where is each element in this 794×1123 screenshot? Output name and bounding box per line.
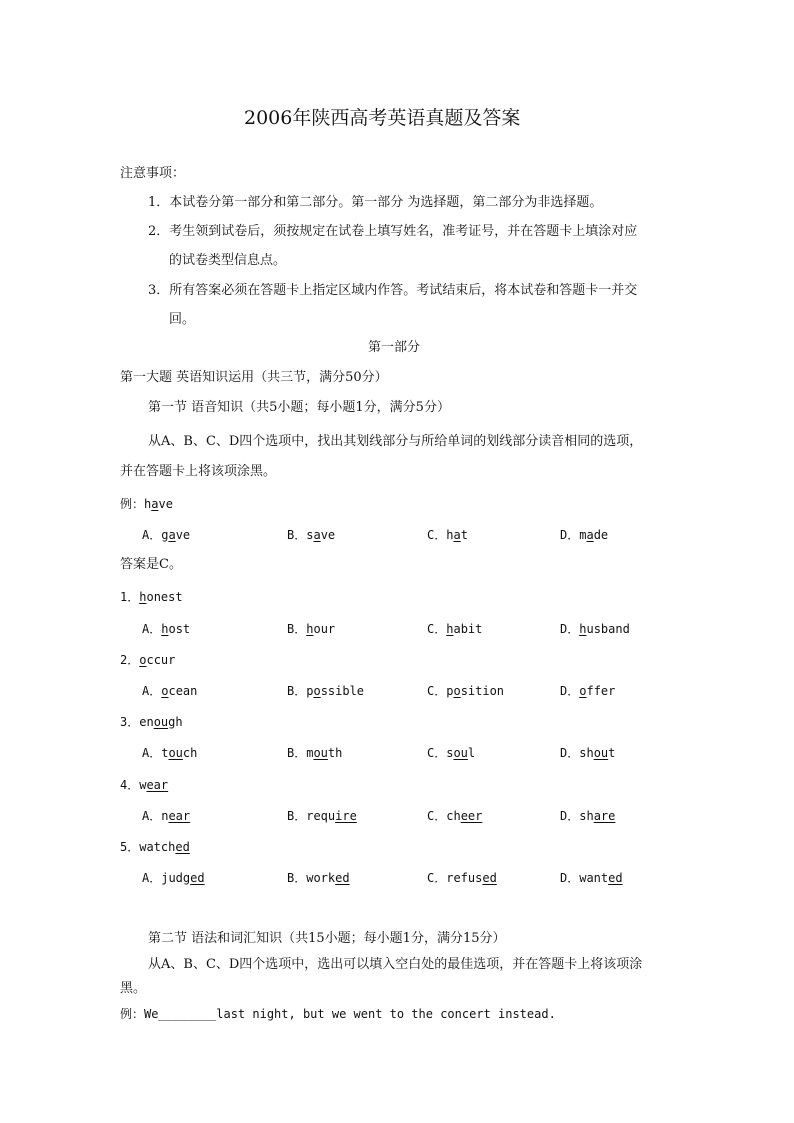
question-option: B．mouth: [287, 746, 343, 760]
question-option: B．worked: [287, 871, 350, 885]
question-option: B．hour: [287, 622, 336, 636]
instruction: 从A、B、C、D四个选项中，找出其划线部分与所给单词的划线部分读音相同的选项，: [148, 434, 643, 449]
subsection-title: 第二节 语法和词汇知识（共15小题；每小题1分，满分15分）: [148, 931, 506, 946]
question-word: 3．enough: [120, 715, 183, 729]
question-option: D．wanted: [560, 871, 623, 885]
question-option: D．offer: [560, 684, 616, 698]
example-sentence: 例：We________last night, but we went to the concert instead.: [120, 1007, 556, 1021]
example-option: B．save: [287, 528, 336, 542]
question-option: A．judged: [142, 871, 205, 885]
question-option: C．cheer: [427, 809, 483, 823]
example-word: 例：have: [120, 497, 173, 511]
example-answer: 答案是C。: [120, 557, 182, 572]
part-heading: 第一部分: [368, 340, 421, 355]
note-item: 1．本试卷分第一部分和第二部分。第一部分 为选择题，第二部分为非选择题。: [148, 195, 603, 210]
notes-heading: 注意事项：: [120, 166, 186, 181]
question-option: B．require: [287, 809, 357, 823]
question-word: 2．occur: [120, 653, 176, 667]
note-item: 3．所有答案必须在答题卡上指定区域内作答。考试结束后，将本试卷和答题卡一并交: [148, 283, 638, 298]
question-option: A．near: [142, 809, 191, 823]
instruction: 从A、B、C、D四个选项中，选出可以填入空白处的最佳选项，并在答题卡上将该项涂: [148, 957, 643, 972]
question-option: A．touch: [142, 746, 198, 760]
question-option: C．refused: [427, 871, 497, 885]
subsection-title: 第一节 语音知识（共5小题；每小题1分，满分5分）: [148, 400, 450, 415]
question-option: C．habit: [427, 622, 483, 636]
example-option: D．made: [560, 528, 609, 542]
note-item: 回。: [169, 312, 196, 327]
section-title: 第一大题 英语知识运用（共三节，满分50分）: [120, 370, 388, 385]
note-item: 2．考生领到试卷后，须按规定在试卷上填写姓名，准考证号，并在答题卡上填涂对应: [148, 224, 638, 239]
example-option: A．gave: [142, 528, 191, 542]
question-word: 1．honest: [120, 590, 183, 604]
question-option: D．share: [560, 809, 616, 823]
instruction: 并在答题卡上将该项涂黑。: [120, 464, 277, 479]
question-word: 4．wear: [120, 778, 169, 792]
note-item: 的试卷类型信息点。: [169, 253, 287, 268]
example-option: C．hat: [427, 528, 468, 542]
question-option: D．husband: [560, 622, 630, 636]
title: 2006年陕西高考英语真题及答案: [244, 107, 521, 129]
question-option: C．soul: [427, 746, 476, 760]
question-option: A．ocean: [142, 684, 198, 698]
question-option: D．shout: [560, 746, 616, 760]
question-option: A．host: [142, 622, 191, 636]
question-option: C．position: [427, 684, 505, 698]
instruction: 黑。: [120, 981, 147, 996]
question-option: B．possible: [287, 684, 365, 698]
question-word: 5．watched: [120, 840, 190, 854]
